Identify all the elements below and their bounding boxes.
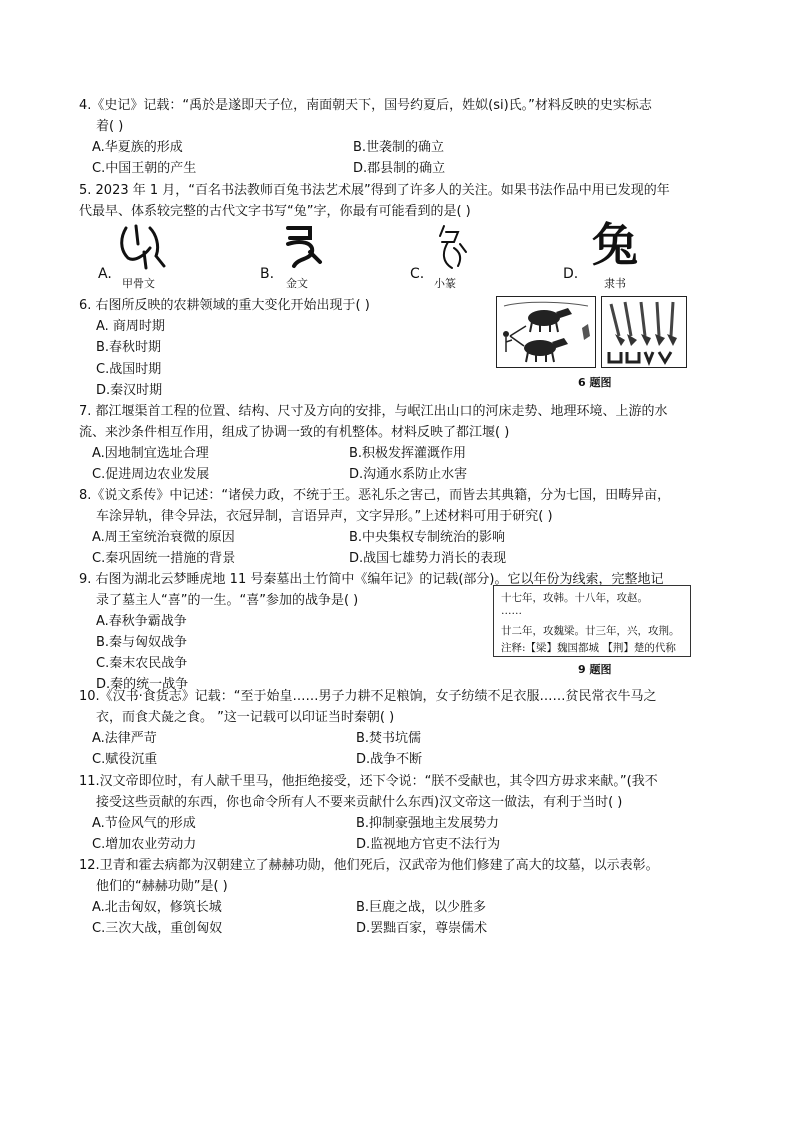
q5-option-a[interactable]: A.	[98, 266, 112, 282]
q6-option-d[interactable]: D.秦汉时期	[96, 383, 163, 398]
small-seal-rabbit-glyph	[432, 222, 472, 272]
q5-caption-clerical: 隶书	[604, 277, 626, 290]
q4-option-d[interactable]: D.郡县制的确立	[353, 161, 446, 176]
q5-stem-line1: 5. 2023 年 1 月，“百名书法教师百兔书法艺术展”得到了许多人的关注。如果书法作品中用已发现的年	[79, 183, 670, 198]
q8-stem-line2: 车涂异轨，律令异法，衣冠异制，言语异声，文字异形。”上述材料可用于研究( )	[96, 509, 553, 524]
bronze-rabbit-glyph	[280, 222, 324, 272]
clerical-rabbit-glyph: 兔	[592, 218, 638, 272]
q11-option-a[interactable]: A.节俭风气的形成	[92, 816, 196, 831]
q9-option-a[interactable]: A.春秋争霸战争	[96, 614, 187, 629]
q12-option-c[interactable]: C.三次大战，重创匈奴	[92, 921, 223, 936]
q10-option-d[interactable]: D.战争不断	[356, 752, 423, 767]
q7-stem-line2: 流、来沙条件相互作用，组成了协调一致的有机整体。材料反映了都江堰( )	[79, 425, 510, 440]
q5-option-d[interactable]: D.	[563, 266, 579, 282]
q7-option-b[interactable]: B.积极发挥灌溉作用	[349, 446, 467, 461]
q7-option-d[interactable]: D.沟通水系防止水害	[349, 467, 468, 482]
q8-option-a[interactable]: A.周王室统治衰微的原因	[92, 530, 235, 545]
ox-plowing-image	[496, 296, 596, 368]
q5-option-b[interactable]: B.	[260, 266, 275, 282]
record-line-3: 廿二年，攻魏梁。廿三年，兴，攻荆。	[501, 625, 680, 637]
q4-stem-line1: 4.《史记》记载：“禹於是遂即天子位，南面朝天下，国号约夏后，姓姒(si)氏。”材料反映的史实标志	[79, 98, 652, 113]
oracle-bone-rabbit-glyph	[116, 222, 176, 272]
q6-option-a[interactable]: A. 商周时期	[96, 319, 165, 334]
q10-option-c[interactable]: C.赋役沉重	[92, 752, 158, 767]
q7-option-c[interactable]: C.促进周边农业发展	[92, 467, 210, 482]
bamboo-slip-record-box	[493, 585, 691, 657]
q5-stem-line2: 代最早、体系较完整的古代文字书写“兔”字，你最有可能看到的是( )	[79, 204, 471, 219]
q6-figure-caption: 6 题图	[578, 376, 612, 389]
record-line-1: 十七年，攻韩。十八年，攻赵。	[501, 592, 648, 604]
q7-option-a[interactable]: A.因地制宜选址合理	[92, 446, 209, 461]
q11-stem-line1: 11.汉文帝即位时，有人献千里马，他拒绝接受，还下令说：“朕不受献也，其令四方毋求来献。”(我不	[79, 774, 658, 789]
q5-caption-oracle: 甲骨文	[122, 277, 155, 290]
q9-option-c[interactable]: C.秦末农民战争	[96, 656, 188, 671]
q12-option-b[interactable]: B.巨鹿之战，以少胜多	[356, 900, 487, 915]
q10-stem-line1: 10.《汉书·食货志》记载：“至于始皇……男子力耕不足粮饷，女子纺绩不足衣服……贫民常衣牛马之	[79, 689, 657, 704]
q9-stem-line2: 录了墓主人“喜”的一生。“喜”参加的战争是( )	[96, 593, 359, 608]
q8-option-b[interactable]: B.中央集权专制统治的影响	[349, 530, 506, 545]
q8-stem-line1: 8.《说文系传》中记述：“诸侯力政，不统于王。恶礼乐之害己，而皆去其典籍，分为七国，田畴异亩，	[79, 488, 671, 503]
record-line-2: ……	[501, 605, 522, 617]
q11-stem-line2: 接受这些贡献的东西，你也命令所有人不要来贡献什么东西)汉文帝这一做法，有利于当时( )	[96, 795, 623, 810]
q8-option-d[interactable]: D.战国七雄势力消长的表现	[349, 551, 507, 566]
q7-stem-line1: 7. 都江堰渠首工程的位置、结构、尺寸及方向的安排，与岷江出山口的河床走势、地理环境、上游的水	[79, 404, 668, 419]
q8-option-c[interactable]: C.秦巩固统一措施的背景	[92, 551, 236, 566]
q9-figure-caption: 9 题图	[578, 663, 612, 676]
q9-option-d[interactable]: D.秦的统一战争	[96, 677, 189, 692]
q6-stem: 6. 右图所反映的农耕领域的重大变化开始出现于( )	[79, 298, 370, 313]
iron-farming-tools-image	[601, 296, 687, 368]
q6-option-b[interactable]: B.春秋时期	[96, 340, 162, 355]
q9-option-b[interactable]: B.秦与匈奴战争	[96, 635, 188, 650]
q5-option-c[interactable]: C.	[410, 266, 425, 282]
q10-option-a[interactable]: A.法律严苛	[92, 731, 157, 746]
q12-stem-line2: 他们的“赫赫功勋”是( )	[96, 879, 228, 894]
q4-stem-line2: 着( )	[96, 119, 124, 134]
q5-caption-seal: 小篆	[434, 277, 456, 290]
q4-option-a[interactable]: A.华夏族的形成	[92, 140, 183, 155]
q10-option-b[interactable]: B.焚书坑儒	[356, 731, 422, 746]
q11-option-b[interactable]: B.抑制豪强地主发展势力	[356, 816, 500, 831]
q11-option-d[interactable]: D.监视地方官吏不法行为	[356, 837, 501, 852]
q12-option-a[interactable]: A.北击匈奴，修筑长城	[92, 900, 222, 915]
q9-stem-line1: 9. 右图为湖北云梦睡虎地 11 号秦墓出土竹简中《编年记》的记载(部分)。它以年份为线索，完整地记	[79, 572, 664, 587]
q4-option-c[interactable]: C.中国王朝的产生	[92, 161, 197, 176]
q12-option-d[interactable]: D.罢黜百家，尊崇儒术	[356, 921, 488, 936]
q11-option-c[interactable]: C.增加农业劳动力	[92, 837, 197, 852]
q5-caption-bronze: 金文	[286, 277, 308, 290]
q6-option-c[interactable]: C.战国时期	[96, 362, 162, 377]
q10-stem-line2: 衣，而食犬彘之食。 ”这一记载可以印证当时秦朝( )	[96, 710, 395, 725]
q4-option-b[interactable]: B.世袭制的确立	[353, 140, 445, 155]
record-annotation: 注释:【梁】魏国都城 【荆】楚的代称	[501, 642, 676, 654]
q12-stem-line1: 12.卫青和霍去病都为汉朝建立了赫赫功勋，他们死后，汉武帝为他们修建了高大的坟墓，以示表彰。	[79, 858, 659, 873]
